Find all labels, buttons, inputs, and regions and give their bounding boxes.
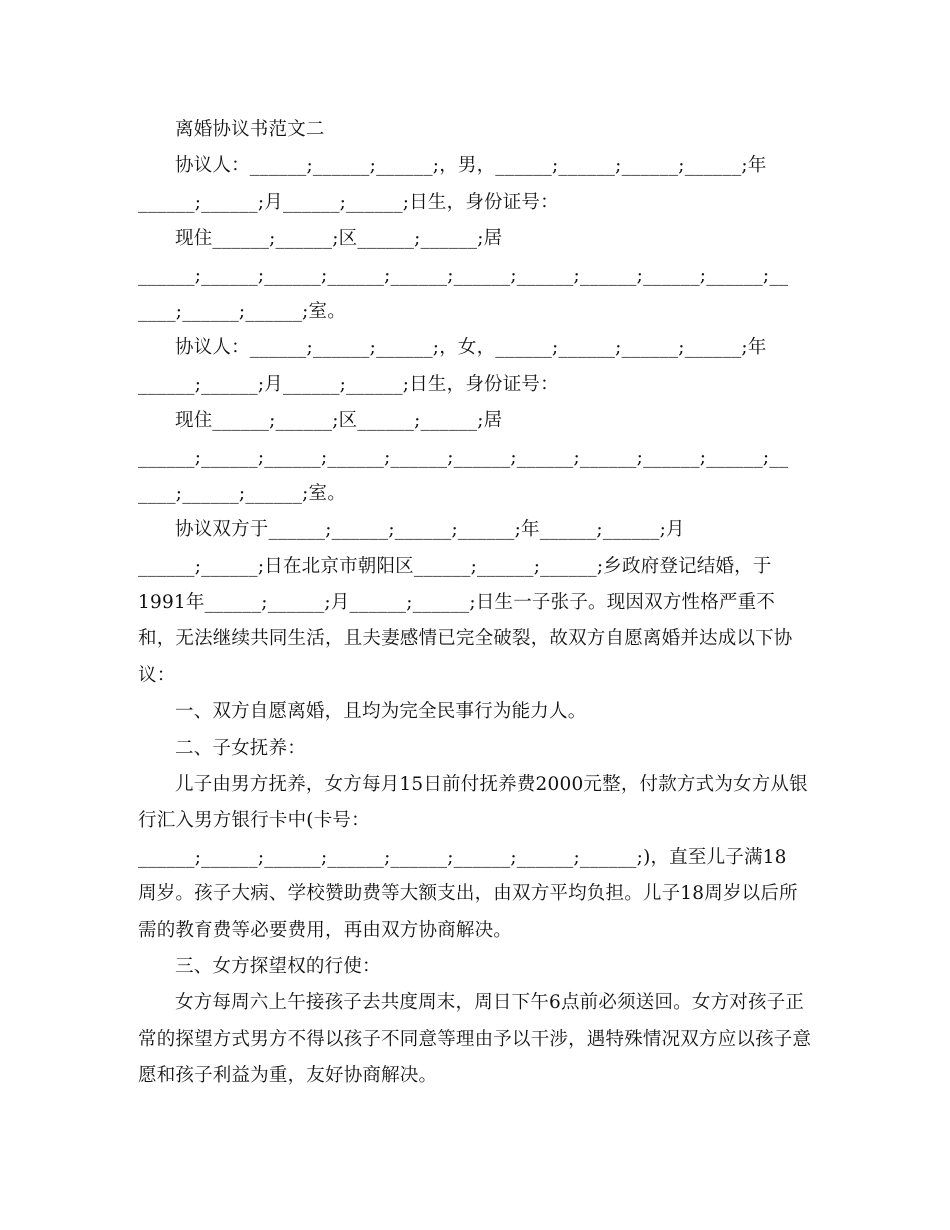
party-female-address-line-2: ______;______;______;______;______;______;______;______;______;______;__ (138, 446, 789, 468)
clause-3-heading: 三、女方探望权的行使： (175, 955, 381, 977)
marriage-paragraph-line-4: 和，无法继续共同生活，且夫妻感情已完全破裂，故双方自愿离婚并达成以下协 (138, 628, 793, 650)
visitation-line-1: 女方每周六上午接孩子去共度周末，周日下午6点前必须送回。女方对孩子正 (175, 992, 805, 1014)
marriage-paragraph-line-2: ______;______;日在北京市朝阳区______;______;______;乡政府登记结婚，于 (138, 555, 772, 577)
child-support-line-1: 儿子由男方抚养，女方每月15日前付抚养费2000元整，付款方式为女方从银 (175, 774, 808, 796)
visitation-line-3: 愿和孩子利益为重，友好协商解决。 (138, 1065, 438, 1087)
party-male-line-2: ______;______;月______;______;日生，身份证号： (138, 191, 559, 213)
marriage-paragraph-line-5: 议： (138, 664, 176, 686)
child-support-line-5: 需的教育费等必要费用，再由双方协商解决。 (138, 919, 513, 941)
marriage-paragraph-line-1: 协议双方于______;______;______;______;年______;______;月 (175, 519, 685, 541)
party-male-line-1: 协议人：______;______;______;，男，______;______;______;______;年 (175, 155, 767, 177)
party-male-address-line-2: ______;______;______;______;______;______;______;______;______;______;__ (138, 264, 789, 286)
party-male-address-line-1: 现住______;______;区______;______;居 (175, 228, 503, 250)
party-female-address-line-3: ____;______;______;室。 (138, 482, 346, 504)
party-female-line-1: 协议人：______;______;______;，女，______;______;______;______;年 (175, 337, 767, 359)
visitation-line-2: 常的探望方式男方不得以孩子不同意等理由予以干涉，遇特殊情况双方应以孩子意 (138, 1028, 812, 1050)
party-male-address-line-3: ____;______;______;室。 (138, 300, 346, 322)
document-page (138, 112, 818, 1095)
clause-1: 一、双方自愿离婚，且均为完全民事行为能力人。 (175, 701, 587, 723)
clause-2-heading: 二、子女抚养： (175, 737, 306, 759)
child-support-line-4: 周岁。孩子大病、学校赞助费等大额支出，由双方平均负担。儿子18周岁以后所 (138, 883, 798, 905)
child-support-line-2: 行汇入男方银行卡中(卡号： (138, 810, 370, 832)
child-support-line-3: ______;______;______;______;______;______;______;______;)，直至儿子满18 (138, 846, 787, 868)
marriage-paragraph-line-3: 1991年______;______;月______;______;日生一子张子。现因双方性格严重不 (138, 592, 776, 614)
document-title: 离婚协议书范文二 (175, 119, 325, 140)
party-female-line-2: ______;______;月______;______;日生，身份证号： (138, 373, 559, 395)
party-female-address-line-1: 现住______;______;区______;______;居 (175, 410, 503, 432)
